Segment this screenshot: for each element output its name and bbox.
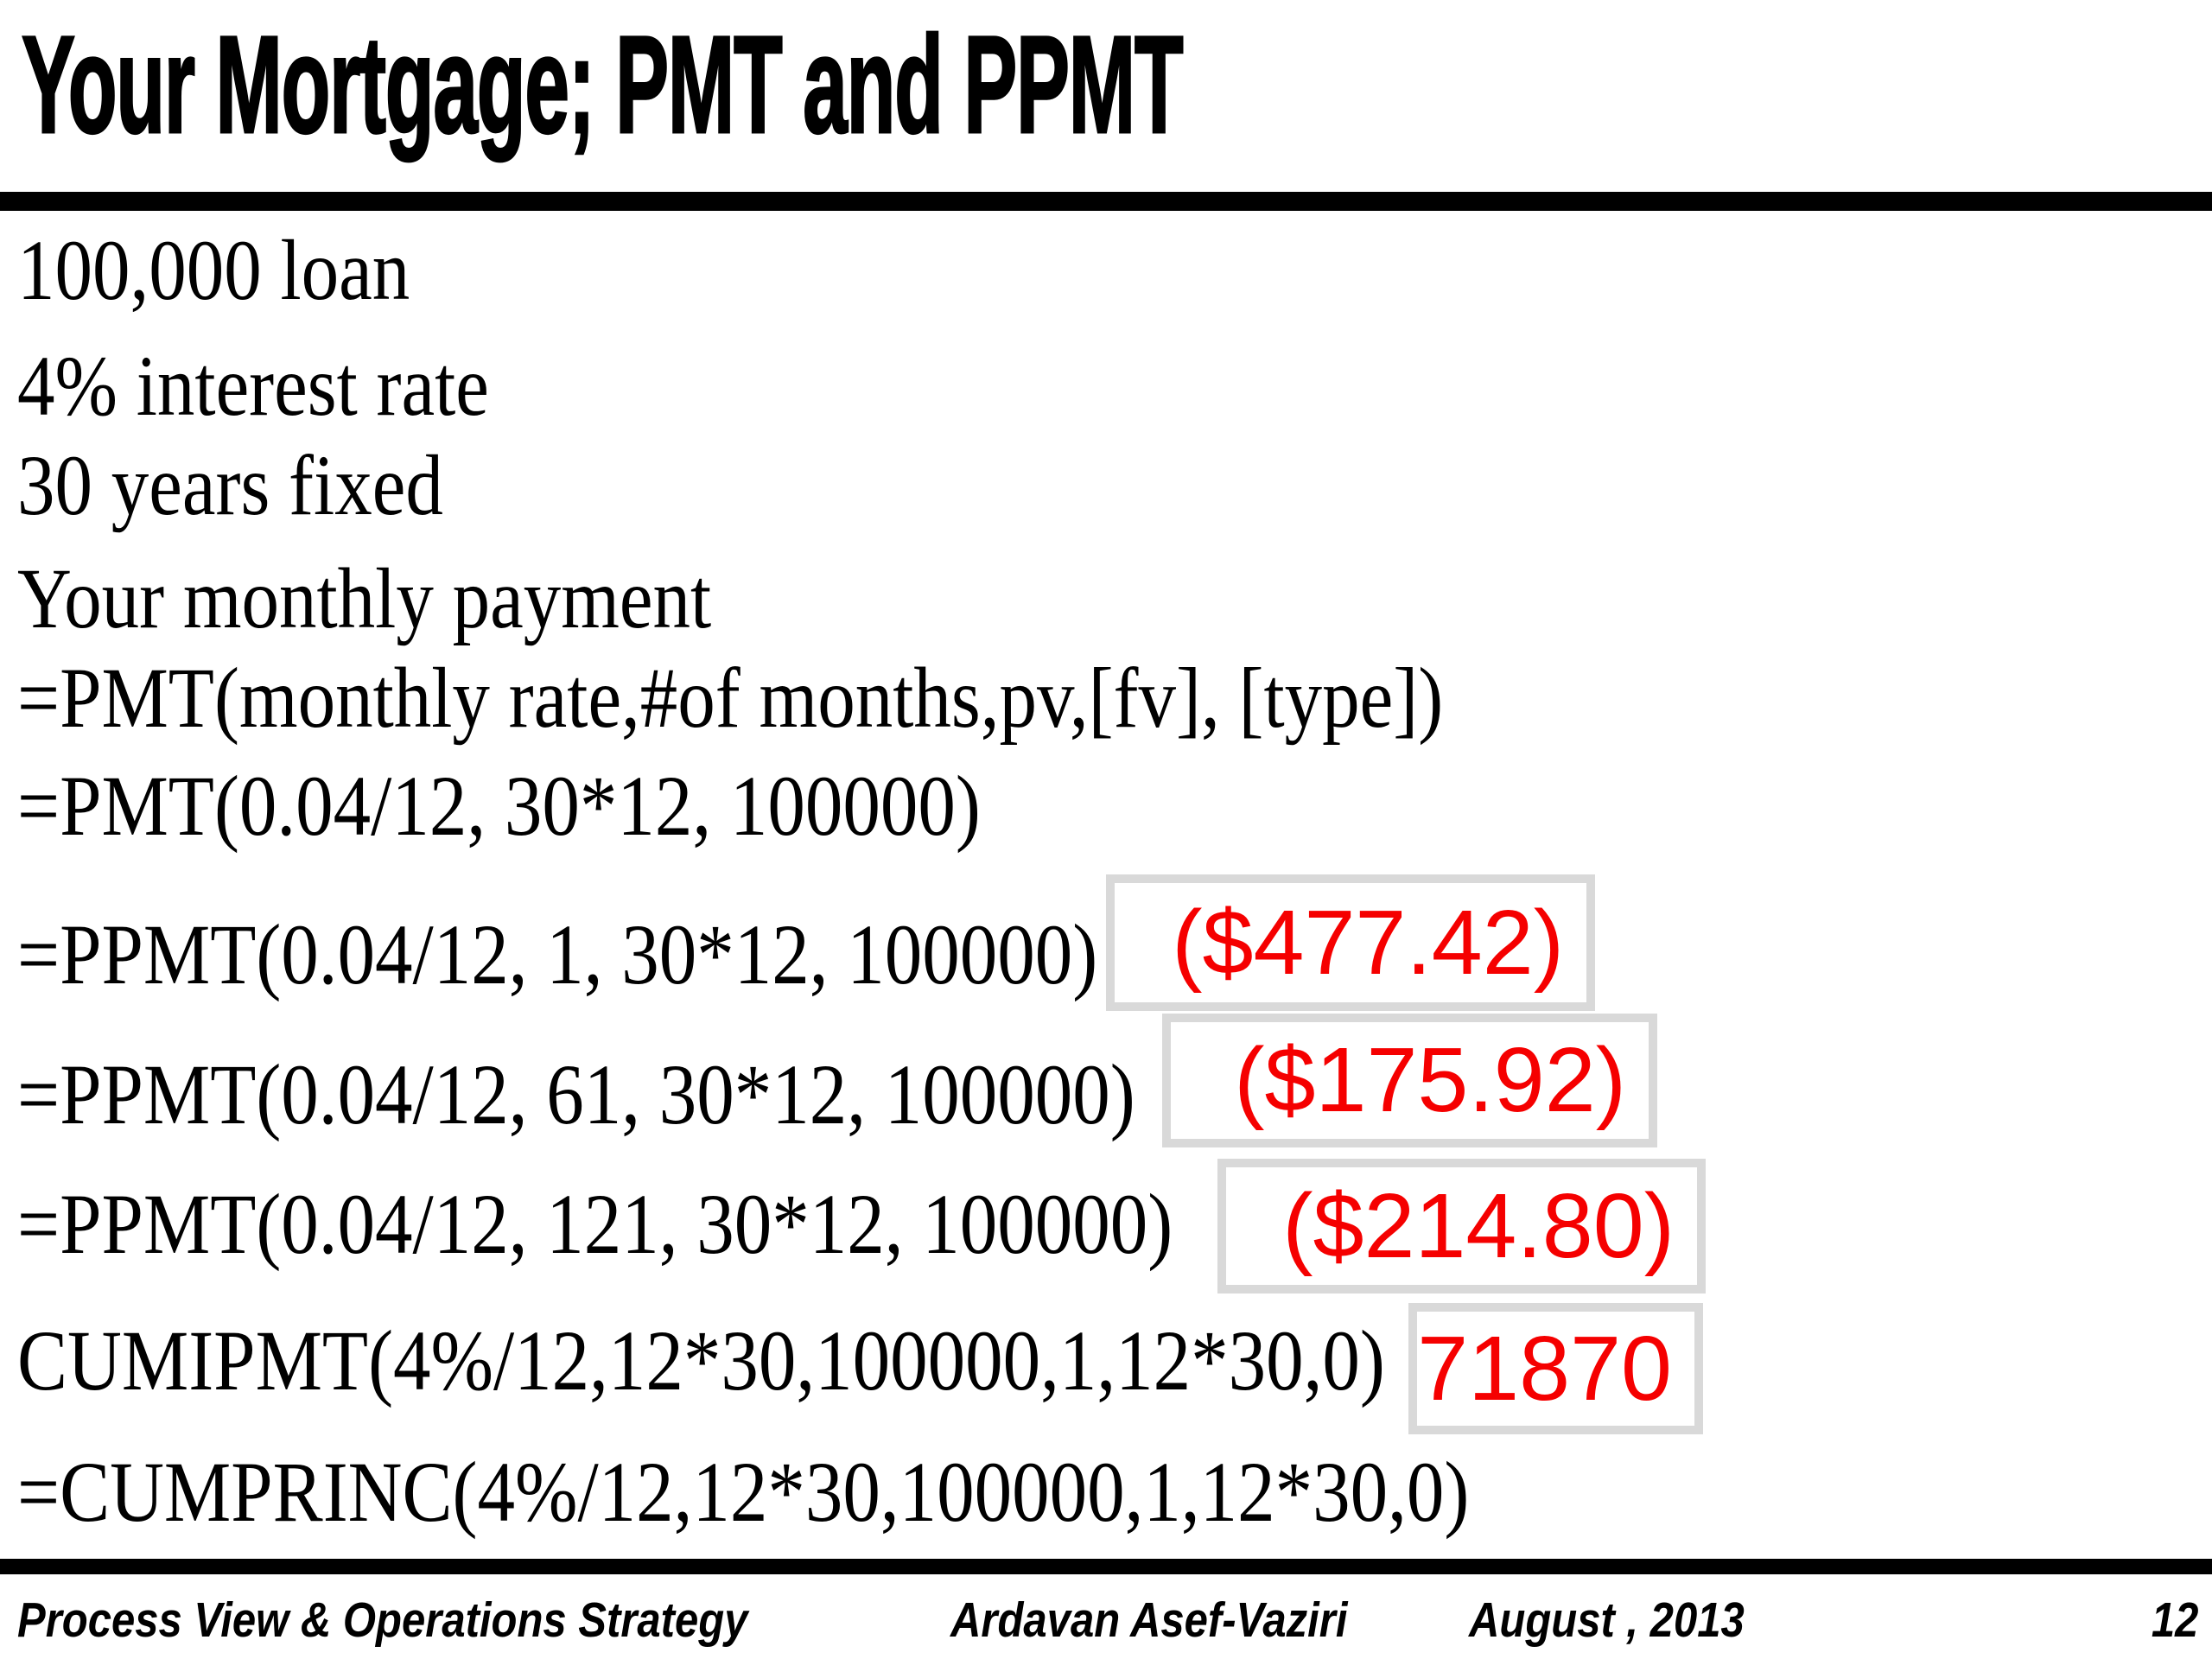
result-box-ppmt-121 [1217,1159,1706,1294]
formula-cumipmt: CUMIPMT(4%/12,12*30,100000,1,12*30,0) [17,1313,1385,1408]
formula-pmt-example: =PMT(0.04/12, 30*12, 100000) [17,758,981,854]
footer-divider-rule [0,1559,2212,1574]
result-box-ppmt-1 [1106,874,1595,1011]
footer-author: Ardavan Asef-Vaziri [950,1592,1348,1648]
formula-cumprinc: =CUMPRINC(4%/12,12*30,100000,1,12*30,0) [17,1444,1470,1540]
formula-ppmt-month-1: =PPMT(0.04/12, 1, 30*12, 100000) [17,906,1098,1002]
body-line-loan: 100,000 loan [17,222,410,318]
result-box-ppmt-61 [1162,1014,1657,1147]
body-line-years-fixed: 30 years fixed [17,437,443,533]
formula-ppmt-month-61: =PPMT(0.04/12, 61, 30*12, 100000) [17,1046,1135,1142]
title-divider-rule [0,192,2212,211]
slide-title: Your Mortgage; PMT and PPMT [22,7,1183,162]
body-line-monthly-payment: Your monthly payment [17,550,712,646]
result-box-cumipmt [1408,1303,1703,1434]
footer-course-title: Process View & Operations Strategy [17,1592,748,1648]
formula-ppmt-month-121: =PPMT(0.04/12, 121, 30*12, 100000) [17,1176,1173,1272]
formula-pmt-syntax: =PMT(monthly rate,#of months,pv,[fv], [type]) [17,650,1444,746]
result-value: ($175.92) [1234,1029,1626,1131]
body-line-interest-rate: 4% interest rate [17,338,489,434]
footer-date: August , 2013 [1469,1592,1745,1648]
result-value: ($477.42) [1172,891,1564,994]
result-value: 71870 [1417,1317,1672,1420]
footer-page-number: 12 [2151,1592,2198,1648]
result-value: ($214.80) [1282,1174,1675,1277]
